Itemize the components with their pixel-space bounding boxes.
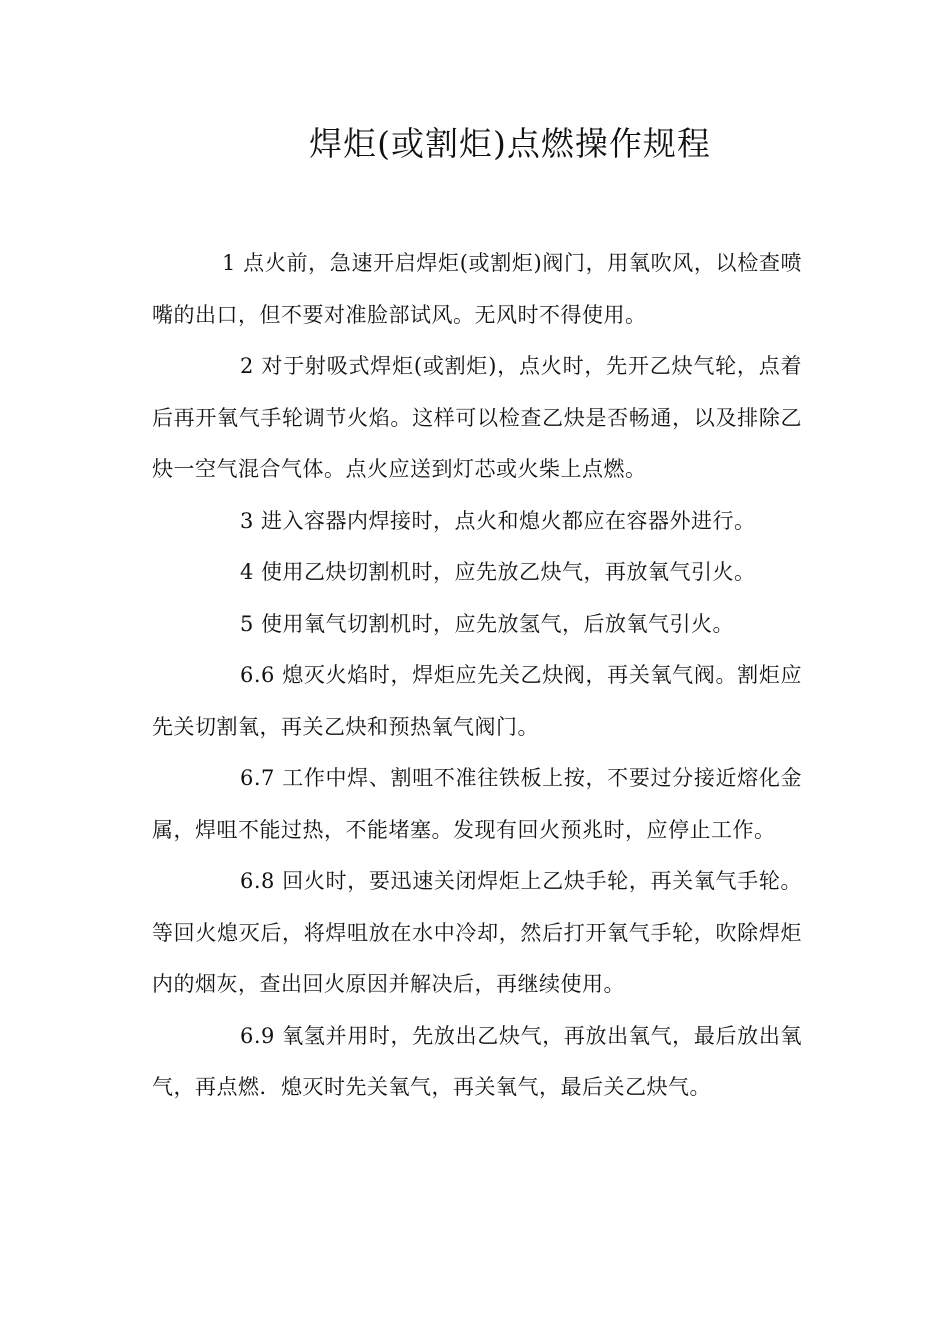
paragraph-6-8: 6.8 回火时，要迅速关闭焊炬上乙炔手轮，再关氧气手轮。等回火熄灭后，将焊咀放在水中冷却，然后打开氧气手轮，吹除焊炬内的烟灰，查出回火原因并解决后，再继续使用。	[152, 869, 802, 996]
page-title: 焊炬(或割炬)点燃操作规程	[309, 124, 711, 163]
document-body	[152, 238, 802, 1114]
paragraph-5: 5 使用氧气切割机时，应先放氢气，后放氧气引火。	[240, 611, 735, 636]
paragraph-1: 1 点火前，急速开启焊炬(或割炬)阀门，用氧吹风，以检查喷嘴的出口，但不要对准脸部试风。无风时不得使用。	[152, 251, 802, 327]
paragraph-3: 3 进入容器内焊接时，点火和熄火都应在容器外进行。	[240, 508, 756, 533]
paragraph-6-7: 6.7 工作中焊、割咀不准往铁板上按，不要过分接近熔化金属，焊咀不能过热，不能堵塞。发现有回火预兆时，应停止工作。	[152, 766, 802, 842]
paragraph-6-6: 6.6 熄灭火焰时，焊炬应先关乙炔阀，再关氧气阀。割炬应先关切割氧，再关乙炔和预热氧气阀门。	[152, 663, 802, 739]
paragraph-6-9: 6.9 氧氢并用时，先放出乙炔气，再放出氧气，最后放出氧气，再点燃．熄灭时先关氧气，再关氧气，最后关乙炔气。	[152, 1023, 802, 1099]
paragraph-2: 2 对于射吸式焊炬(或割炬)，点火时，先开乙炔气轮，点着后再开氧气手轮调节火焰。这样可以检查乙炔是否畅通，以及排除乙炔一空气混合气体。点火应送到灯芯或火柴上点燃。	[152, 354, 802, 481]
paragraph-4: 4 使用乙炔切割机时，应先放乙炔气，再放氧气引火。	[240, 560, 756, 584]
